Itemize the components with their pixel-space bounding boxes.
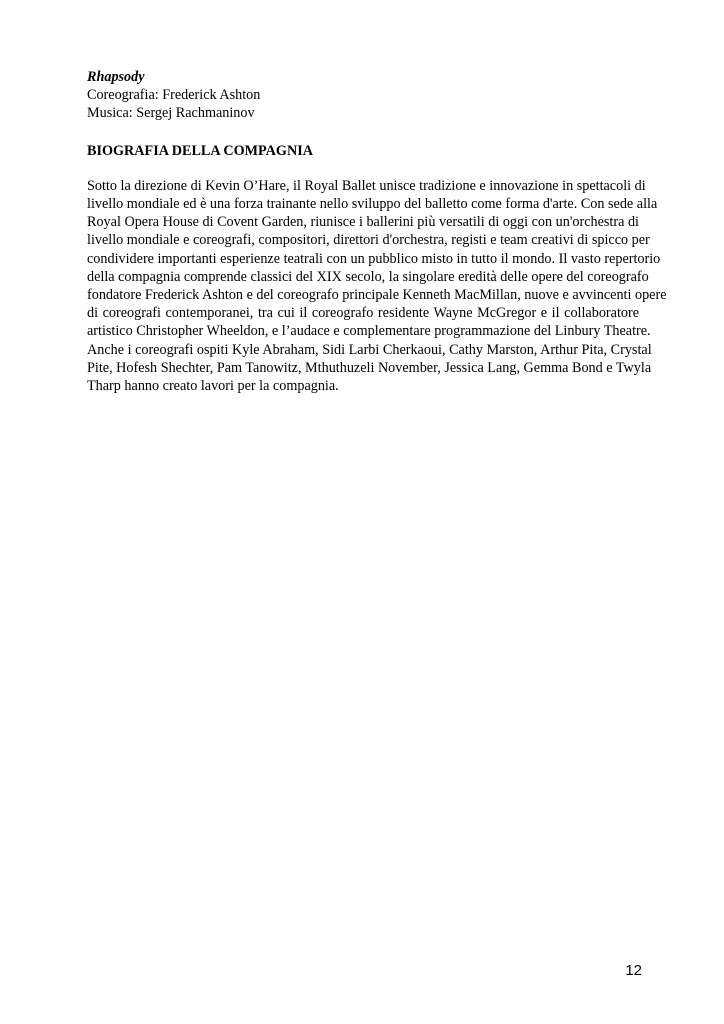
section-heading: BIOGRAFIA DELLA COMPAGNIA: [87, 142, 313, 159]
page-content: [87, 68, 667, 395]
biography-line: Tharp hanno creato lavori per la compagnia.: [87, 378, 339, 395]
performance-credits: [87, 68, 639, 123]
biography-line: di coreografi contemporanei, tra cui il coreografo residente Wayne McGregor e il collaboratore: [87, 305, 639, 322]
work-title: Rhapsody: [87, 69, 145, 85]
biography-line: fondatore Frederick Ashton e del coreografo principale Kenneth MacMillan, nuove e avvincenti opere: [87, 287, 667, 304]
biography-line: della compagnia comprende classici del XIX secolo, la singolare eredità delle opere del coreografo: [87, 268, 649, 285]
biography-line: condividere importanti esperienze teatrali con un pubblico misto in tutto il mondo. Il vasto repertorio: [87, 250, 661, 267]
company-biography: [87, 177, 667, 395]
choreography-credit: Coreografia: Frederick Ashton: [87, 87, 261, 104]
biography-line: Anche i coreografi ospiti Kyle Abraham, Sidi Larbi Cherkaoui, Cathy Marston, Arthur Pita, Crystal: [87, 341, 652, 358]
biography-line: Sotto la direzione di Kevin O’Hare, il Royal Ballet unisce tradizione e innovazione in spettacoli di: [87, 177, 646, 194]
biography-line: livello mondiale e coreografi, compositori, direttori d'orchestra, registi e team creativi di spicco per: [87, 232, 650, 249]
biography-line: Pite, Hofesh Shechter, Pam Tanowitz, Mthuthuzeli November, Jessica Lang, Gemma Bond e Twyla: [87, 359, 652, 376]
biography-line: livello mondiale ed è una forza trainante nello sviluppo del balletto come forma d'arte. Con sede alla: [87, 196, 658, 213]
page-number: 12: [625, 962, 642, 979]
biography-line: Royal Opera House di Covent Garden, riunisce i ballerini più versatili di oggi con un'orchestra di: [87, 214, 639, 231]
biography-line: artistico Christopher Wheeldon, e l’audace e complementare programmazione del Linbury Theatre.: [87, 323, 651, 340]
music-credit: Musica: Sergej Rachmaninov: [87, 105, 255, 122]
